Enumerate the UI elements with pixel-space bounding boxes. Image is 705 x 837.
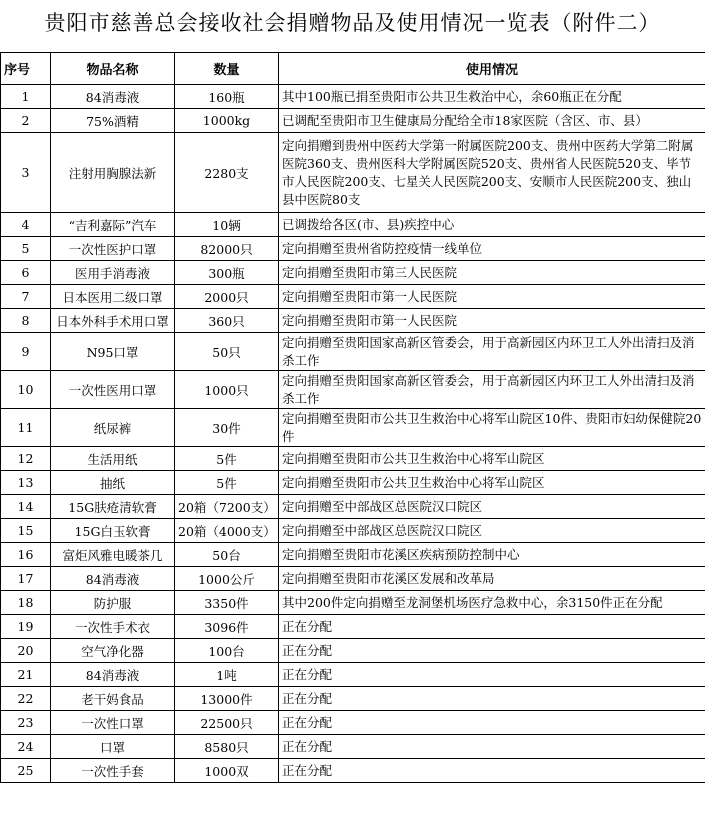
row-seq: 11 [1, 409, 51, 447]
row-item-name: 医用手消毒液 [51, 261, 175, 285]
row-item-name: “吉利嘉际”汽车 [51, 213, 175, 237]
row-quantity: 13000件 [175, 687, 279, 711]
row-quantity: 30件 [175, 409, 279, 447]
row-usage: 定向捐赠至贵阳市公共卫生救治中心将军山院区 [279, 471, 705, 495]
row-quantity: 1000公斤 [175, 567, 279, 591]
table-row [1, 133, 705, 213]
row-usage: 定向捐赠至贵阳国家高新区管委会，用于高新园区内环卫工人外出清扫及消杀工作 [279, 333, 705, 371]
row-seq: 18 [1, 591, 51, 615]
row-quantity: 1000只 [175, 371, 279, 409]
row-quantity: 22500只 [175, 711, 279, 735]
row-usage: 正在分配 [279, 759, 705, 783]
row-usage: 定向捐赠至贵阳国家高新区管委会，用于高新园区内环卫工人外出清扫及消杀工作 [279, 371, 705, 409]
row-usage: 定向捐赠至贵阳市第三人民医院 [279, 261, 705, 285]
row-seq: 24 [1, 735, 51, 759]
row-usage: 定向捐赠至中部战区总医院汉口院区 [279, 495, 705, 519]
row-usage: 定向捐赠至贵阳市公共卫生救治中心将军山院区 [279, 447, 705, 471]
row-seq: 22 [1, 687, 51, 711]
row-quantity: 50台 [175, 543, 279, 567]
row-usage: 正在分配 [279, 639, 705, 663]
row-quantity: 3096件 [175, 615, 279, 639]
row-seq: 20 [1, 639, 51, 663]
row-item-name: 84消毒液 [51, 567, 175, 591]
row-item-name: 日本外科手术用口罩 [51, 309, 175, 333]
row-quantity: 2000只 [175, 285, 279, 309]
row-quantity: 8580只 [175, 735, 279, 759]
row-usage: 定向捐赠至贵州省防控疫情一线单位 [279, 237, 705, 261]
row-item-name: 空气净化器 [51, 639, 175, 663]
table-row [1, 495, 705, 519]
row-seq: 4 [1, 213, 51, 237]
row-quantity: 82000只 [175, 237, 279, 261]
row-item-name: 15G白玉软膏 [51, 519, 175, 543]
table-row [1, 519, 705, 543]
row-item-name: 75%酒精 [51, 109, 175, 133]
row-seq: 6 [1, 261, 51, 285]
header-quantity: 数量 [175, 53, 279, 85]
table-row [1, 109, 705, 133]
row-quantity: 3350件 [175, 591, 279, 615]
table-row [1, 543, 705, 567]
row-seq: 2 [1, 109, 51, 133]
table-row [1, 309, 705, 333]
row-seq: 14 [1, 495, 51, 519]
row-item-name: 抽纸 [51, 471, 175, 495]
table-row [1, 447, 705, 471]
table-row [1, 639, 705, 663]
donation-table [0, 52, 705, 783]
row-usage: 正在分配 [279, 711, 705, 735]
row-seq: 21 [1, 663, 51, 687]
table-header-row [1, 53, 705, 85]
table-row [1, 735, 705, 759]
row-seq: 9 [1, 333, 51, 371]
row-seq: 25 [1, 759, 51, 783]
header-usage: 使用情况 [279, 53, 705, 85]
row-seq: 13 [1, 471, 51, 495]
row-quantity: 1吨 [175, 663, 279, 687]
row-usage: 其中100瓶已捐至贵阳市公共卫生救治中心，余60瓶正在分配 [279, 85, 705, 109]
row-usage: 定向捐赠至贵阳市第一人民医院 [279, 309, 705, 333]
row-usage: 定向捐赠到贵州中医药大学第一附属医院200支、贵州中医药大学第二附属医院360支、贵州医科大学附属医院520支、贵州省人民医院520支、毕节市人民医院200支、七星关人民医院200支、安顺市人民医院200支、独山县中医院80支 [279, 133, 705, 213]
row-item-name: 日本医用二级口罩 [51, 285, 175, 309]
header-item-name: 物品名称 [51, 53, 175, 85]
page-title: 贵阳市慈善总会接收社会捐赠物品及使用情况一览表（附件二） [44, 11, 661, 35]
table-row [1, 471, 705, 495]
row-seq: 1 [1, 85, 51, 109]
row-quantity: 360只 [175, 309, 279, 333]
table-row [1, 285, 705, 309]
table-row [1, 237, 705, 261]
table-row [1, 85, 705, 109]
table-row [1, 759, 705, 783]
row-seq: 8 [1, 309, 51, 333]
row-seq: 10 [1, 371, 51, 409]
row-item-name: 一次性医护口罩 [51, 237, 175, 261]
row-quantity: 20箱（4000支） [175, 519, 279, 543]
table-row [1, 567, 705, 591]
row-item-name: 一次性手术衣 [51, 615, 175, 639]
row-quantity: 2280支 [175, 133, 279, 213]
row-usage: 定向捐赠至贵阳市花溪区疾病预防控制中心 [279, 543, 705, 567]
header-seq: 序号 [1, 53, 51, 85]
row-usage: 正在分配 [279, 735, 705, 759]
table-row [1, 333, 705, 371]
row-item-name: 纸尿裤 [51, 409, 175, 447]
row-item-name: 一次性手套 [51, 759, 175, 783]
row-item-name: 老干妈食品 [51, 687, 175, 711]
table-row [1, 663, 705, 687]
row-item-name: 84消毒液 [51, 663, 175, 687]
row-seq: 7 [1, 285, 51, 309]
table-row [1, 615, 705, 639]
row-usage: 定向捐赠至贵阳市花溪区发展和改革局 [279, 567, 705, 591]
table-row [1, 261, 705, 285]
table-row [1, 711, 705, 735]
row-quantity: 50只 [175, 333, 279, 371]
row-quantity: 300瓶 [175, 261, 279, 285]
table-row [1, 409, 705, 447]
row-usage: 已调拨给各区(市、县)疾控中心 [279, 213, 705, 237]
row-usage: 正在分配 [279, 687, 705, 711]
row-item-name: 84消毒液 [51, 85, 175, 109]
row-seq: 19 [1, 615, 51, 639]
row-usage: 正在分配 [279, 615, 705, 639]
row-item-name: 注射用胸腺法新 [51, 133, 175, 213]
row-quantity: 5件 [175, 471, 279, 495]
row-usage: 定向捐赠至贵阳市公共卫生救治中心将军山院区10件、贵阳市妇幼保健院20件 [279, 409, 705, 447]
row-usage: 定向捐赠至中部战区总医院汉口院区 [279, 519, 705, 543]
row-item-name: 富炬风雅电暖茶几 [51, 543, 175, 567]
row-usage: 正在分配 [279, 663, 705, 687]
row-usage: 其中200件定向捐赠至龙洞堡机场医疗急救中心，余3150件正在分配 [279, 591, 705, 615]
row-seq: 3 [1, 133, 51, 213]
row-item-name: 15G肤疮清软膏 [51, 495, 175, 519]
row-seq: 23 [1, 711, 51, 735]
row-quantity: 160瓶 [175, 85, 279, 109]
row-item-name: N95口罩 [51, 333, 175, 371]
row-seq: 5 [1, 237, 51, 261]
row-quantity: 1000kg [175, 109, 279, 133]
row-quantity: 20箱（7200支） [175, 495, 279, 519]
row-item-name: 一次性医用口罩 [51, 371, 175, 409]
table-row [1, 687, 705, 711]
row-item-name: 一次性口罩 [51, 711, 175, 735]
row-seq: 12 [1, 447, 51, 471]
row-usage: 定向捐赠至贵阳市第一人民医院 [279, 285, 705, 309]
row-usage: 已调配至贵阳市卫生健康局分配给全市18家医院（含区、市、县） [279, 109, 705, 133]
row-seq: 17 [1, 567, 51, 591]
table-row [1, 591, 705, 615]
table-row [1, 371, 705, 409]
row-seq: 16 [1, 543, 51, 567]
row-quantity: 5件 [175, 447, 279, 471]
row-seq: 15 [1, 519, 51, 543]
table-row [1, 213, 705, 237]
row-quantity: 100台 [175, 639, 279, 663]
row-quantity: 10辆 [175, 213, 279, 237]
row-item-name: 防护服 [51, 591, 175, 615]
row-item-name: 生活用纸 [51, 447, 175, 471]
row-quantity: 1000双 [175, 759, 279, 783]
row-item-name: 口罩 [51, 735, 175, 759]
